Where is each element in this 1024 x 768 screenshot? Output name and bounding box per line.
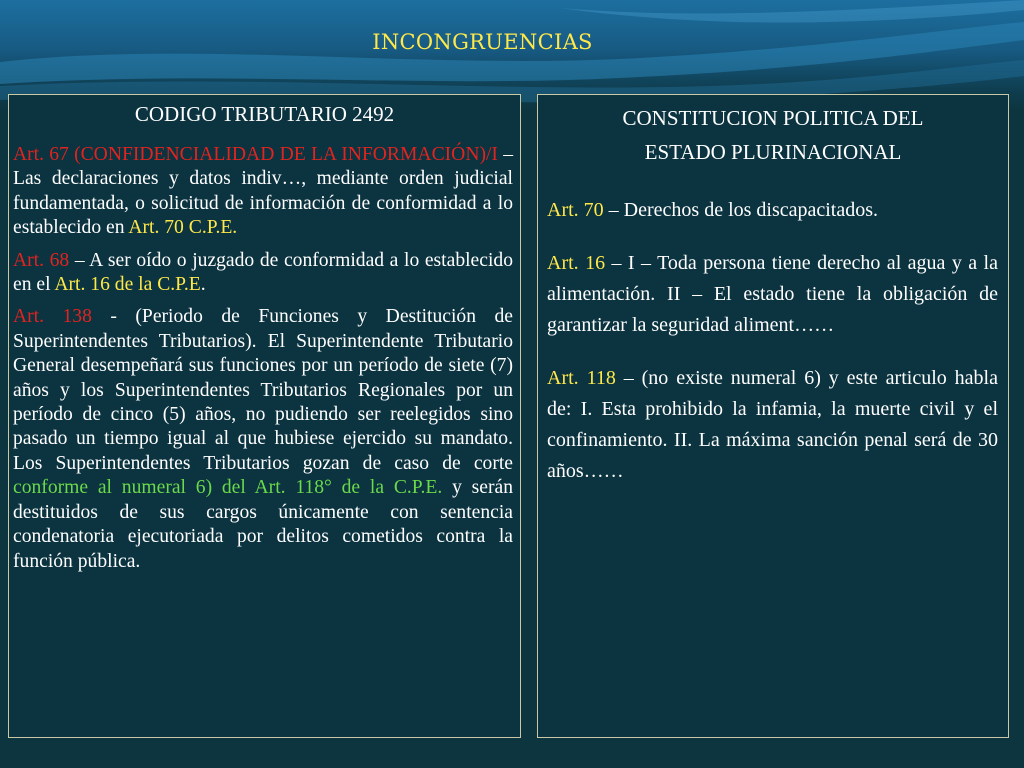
article-reference: Art. 118	[547, 367, 616, 389]
codigo-tributario-panel	[8, 94, 521, 738]
article-end: y serán destituidos de sus cargos únicamente con sentencia condenatoria ejecutoriada por delitos cometidos contra la función pública.	[13, 477, 513, 572]
slide-title: INCONGRUENCIAS	[372, 30, 593, 54]
cpe-citation: Art. 16 de la C.P.E	[54, 274, 201, 296]
article-reference: Art. 70	[547, 199, 604, 221]
article-reference: Art. 138	[13, 306, 92, 328]
panel-heading-line: ESTADO PLURINACIONAL	[644, 140, 902, 164]
article-text: – Derechos de los discapacitados.	[603, 199, 879, 221]
article-reference: Art. 67 (CONFIDENCIALIDAD DE LA INFORMACIÓN)/I	[13, 144, 498, 165]
cpe-citation: conforme al numeral 6) del Art. 118° de la C.P.E.	[13, 477, 443, 499]
constitucion-panel	[537, 94, 1009, 738]
article-text: – A ser oído o juzgado de conformidad a lo establecido en el	[13, 249, 513, 296]
panel-body	[547, 195, 998, 509]
article-text: – Las declaraciones y datos indiv…, mediante orden judicial fundamentada, o solicitud de información de conformidad a lo establecido en	[13, 144, 513, 239]
article-paragraph	[547, 363, 998, 487]
panel-heading	[538, 101, 1008, 169]
panel-heading-line: CONSTITUCION POLITICA DEL	[622, 106, 924, 130]
article-reference: Art. 16	[547, 252, 606, 274]
article-text: – (no existe numeral 6) y este articulo habla de: I. Esta prohibido la infamia, la muerte civil y el confinamiento. II. La máxima sanción penal será de 30 años……	[547, 367, 998, 482]
article-reference: Art. 68	[13, 249, 70, 271]
panel-heading: CODIGO TRIBUTARIO 2492	[134, 102, 395, 126]
article-paragraph	[13, 143, 513, 241]
cpe-citation: Art. 70 C.P.E.	[128, 217, 238, 239]
article-end: .	[200, 274, 206, 296]
article-paragraph	[547, 248, 998, 341]
article-paragraph	[13, 249, 513, 298]
article-text: – I – Toda persona tiene derecho al agua y a la alimentación. II – El estado tiene la obligación de garantizar la seguridad aliment……	[547, 252, 998, 336]
article-paragraph	[13, 305, 513, 573]
article-paragraph	[547, 195, 998, 226]
article-text: - (Periodo de Funciones y Destitución de Superintendentes Tributarios). El Superintendente Tributario General desempeñará sus funciones por un período de siete (7) años y los Superintendentes Tributarios Regionales por un período de cinco (5) años, no pudiendo ser reelegidos sino pasado un tiempo igual al que hubiese ejercido su mandato. Los Superintendentes Tributarios gozan de caso de corte	[13, 306, 513, 474]
panel-body	[13, 143, 513, 582]
